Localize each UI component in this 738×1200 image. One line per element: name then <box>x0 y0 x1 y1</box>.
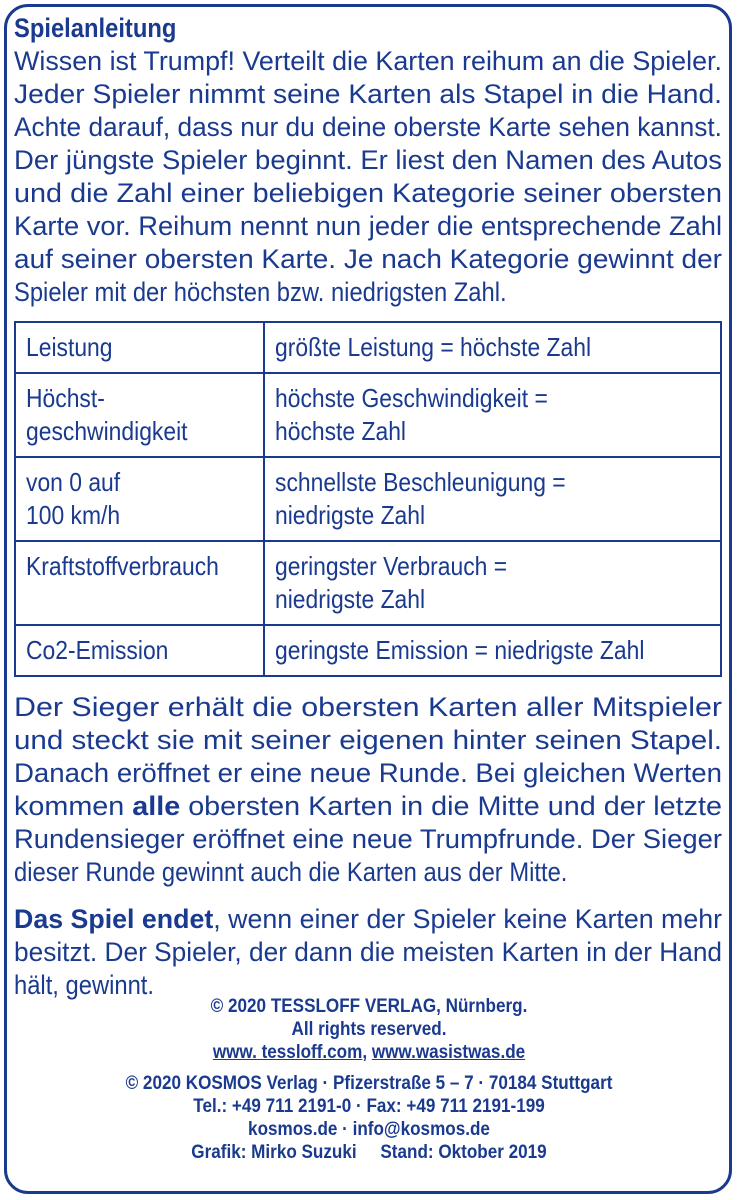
intro-line-text: und die Zahl einer beliebigen Kategorie seiner obersten <box>14 178 722 208</box>
end-line-3: hält, gewinnt. <box>14 970 155 1000</box>
winner-line-6: dieser Runde gewinnt auch die Karten aus der Mitte. <box>14 857 568 887</box>
intro-line-text: auf seiner obersten Karte. Je nach Kategorie gewinnt der <box>14 244 723 274</box>
category-rules-table <box>14 321 722 677</box>
intro-line <box>14 144 722 177</box>
winner-line-2: und steckt sie mit seiner eigenen hinter seinen Stapel. <box>14 725 723 755</box>
rules-table-row <box>15 625 721 676</box>
tessloff-link[interactable]: www. tessloff.com <box>212 1042 363 1063</box>
link-separator: , <box>362 1042 372 1063</box>
rule-cell <box>264 373 721 457</box>
intro-line-text: Spieler mit der höchsten bzw. niedrigsten Zahl. <box>14 277 507 307</box>
rule-cell <box>264 322 721 373</box>
category-cell <box>15 541 264 625</box>
winner-line-4-start: kommen <box>14 791 133 821</box>
winner-line-3: Danach eröffnet er eine neue Runde. Bei gleichen Werten <box>14 758 722 788</box>
intro-line <box>14 210 722 243</box>
rule-cell-line: niedrigste Zahl <box>275 584 426 614</box>
credits: Grafik: Mirko Suzuki Stand: Oktober 2019 <box>191 1142 547 1163</box>
rule-cell-line: höchste Geschwindigkeit = <box>275 383 548 413</box>
contact-info: kosmos.de · info@kosmos.de <box>248 1119 490 1140</box>
intro-line <box>14 78 722 111</box>
rule-cell-line: geringste Emission = niedrigste Zahl <box>275 635 645 665</box>
category-cell-line: Co2-Emission <box>26 635 169 665</box>
instructions-content <box>14 12 722 1002</box>
rights-notice: All rights reserved. <box>291 1019 447 1040</box>
rules-table-row <box>15 322 721 373</box>
winner-line-1: Der Sieger erhält die obersten Karten aller Mitspieler <box>14 692 722 722</box>
rules-table-row <box>15 373 721 457</box>
intro-paragraph <box>14 45 722 309</box>
instructions-heading: Spielanleitung <box>14 13 177 43</box>
winner-line-4-end: obersten Karten in die Mitte und der letzte <box>180 791 722 821</box>
category-cell <box>15 457 264 541</box>
category-cell <box>15 373 264 457</box>
rule-cell-line: schnellste Beschleunigung = <box>275 467 566 497</box>
category-cell-line: geschwindigkeit <box>26 416 188 446</box>
game-end-paragraph <box>14 903 722 1002</box>
intro-line <box>14 177 722 210</box>
kosmos-copyright: © 2020 KOSMOS Verlag · Pfizerstraße 5 – 7 · 70184 Stuttgart <box>125 1073 613 1094</box>
rules-table-row <box>15 457 721 541</box>
rule-cell-line: höchste Zahl <box>275 416 407 446</box>
winner-line-4-emphasis: alle <box>132 791 181 821</box>
intro-line <box>14 243 722 276</box>
category-cell-line: von 0 auf <box>26 467 121 497</box>
category-cell <box>15 625 264 676</box>
tessloff-copyright: © 2020 TESSLOFF VERLAG, Nürnberg. <box>210 996 528 1017</box>
rule-cell <box>264 541 721 625</box>
intro-line-text: Karte vor. Reihum nennt nun jeder die entsprechende Zahl <box>14 211 723 241</box>
end-line-1 <box>14 903 722 936</box>
category-cell-line: Kraftstoffverbrauch <box>26 551 219 581</box>
intro-line-text: Jeder Spieler nimmt seine Karten als Stapel in die Hand. <box>14 79 722 109</box>
rule-cell <box>264 625 721 676</box>
intro-line-text: Der jüngste Spieler beginnt. Er liest den Namen des Autos <box>14 145 722 175</box>
winner-paragraph <box>14 691 722 889</box>
rule-cell-line: niedrigste Zahl <box>275 500 426 530</box>
category-cell-line: Höchst- <box>26 383 105 413</box>
intro-line <box>14 276 722 309</box>
rules-table-row <box>15 541 721 625</box>
end-line-2: besitzt. Der Spieler, der dann die meisten Karten in der Hand <box>14 937 723 967</box>
rule-cell-line: größte Leistung = höchste Zahl <box>275 332 592 362</box>
category-cell-line: Leistung <box>26 332 113 362</box>
category-cell-line: 100 km/h <box>26 500 121 530</box>
end-emphasis: Das Spiel endet <box>14 904 214 934</box>
wasistwas-link[interactable]: www.wasistwas.de <box>371 1042 526 1063</box>
intro-line <box>14 45 722 78</box>
website-links <box>37 1041 701 1064</box>
category-cell <box>15 322 264 373</box>
intro-line-text: Wissen ist Trumpf! Verteilt die Karten reihum an die Spieler. <box>14 46 722 76</box>
rule-cell-line: geringster Verbrauch = <box>275 551 508 581</box>
end-line-1-rest: , wenn einer der Spieler keine Karten mehr <box>213 904 723 934</box>
intro-line-text: Achte darauf, dass nur du deine oberste Karte sehen kannst. <box>14 112 722 142</box>
phone-fax: Tel.: +49 711 2191-0 · Fax: +49 711 2191-199 <box>193 1096 545 1117</box>
intro-line <box>14 111 722 144</box>
publisher-footer <box>0 995 738 1164</box>
rule-cell <box>264 457 721 541</box>
winner-line-5: Rundensieger eröffnet eine neue Trumpfrunde. Der Sieger <box>14 824 722 854</box>
winner-line-4 <box>14 790 722 823</box>
